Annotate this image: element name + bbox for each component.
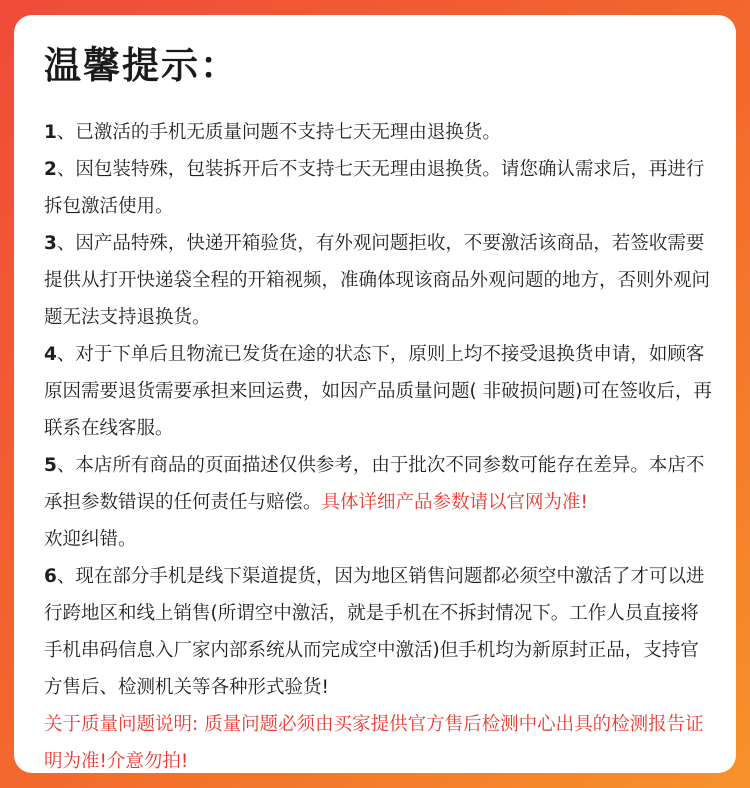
item-number: 5 bbox=[44, 455, 57, 476]
item-number: 2 bbox=[44, 159, 57, 180]
item-tail: 欢迎纠错。 bbox=[44, 529, 137, 550]
item-text: 本店所有商品的页面描述仅供参考，由于批次不同参数可能存在差异。本店不承担参数错误的任何责任与赔偿。 bbox=[44, 455, 705, 513]
notice-list bbox=[44, 114, 712, 780]
item-separator: 、 bbox=[56, 122, 76, 143]
item-number: 4 bbox=[44, 344, 57, 365]
item-text: 对于下单后且物流已发货在途的状态下，原则上均不接受退换货申请，如顾客原因需要退货需要承担来回运费，如因产品质量问题( 非破损问题)可在签收后，再联系在线客服。 bbox=[44, 344, 712, 439]
item-separator: 、 bbox=[56, 455, 76, 476]
item-text: 因产品特殊，快递开箱验货，有外观问题拒收，不要激活该商品，若签收需要提供从打开快递袋全程的开箱视频，准确体现该商品外观问题的地方，否则外观问题无法支持退换货。 bbox=[44, 233, 711, 328]
notice-card bbox=[14, 15, 736, 773]
item-text: 已激活的手机无质量问题不支持七天无理由退换货。 bbox=[75, 122, 501, 143]
item-text: 现在部分手机是线下渠道提货，因为地区销售问题都必须空中激活了才可以进行跨地区和线上销售(所谓空中激活，就是手机在不拆封情况下。工作人员直接将手机串码信息入厂家内部系统从而完成空中激活)但手机均为新原封正品，支持官方售后、检测机关等各种形式验货! bbox=[44, 566, 705, 698]
item-separator: 、 bbox=[56, 566, 76, 587]
item-number: 1 bbox=[44, 122, 57, 143]
notice-item-3 bbox=[44, 225, 712, 336]
official-params-highlight: 具体详细产品参数请以官网为准! bbox=[321, 492, 588, 513]
notice-item-2 bbox=[44, 151, 712, 225]
item-text: 因包装特殊，包装拆开后不支持七天无理由退换货。请您确认需求后，再进行拆包激活使用。 bbox=[44, 159, 705, 217]
quality-note: 关于质量问题说明: 质量问题必须由买家提供官方售后检测中心出具的检测报告证明为准!介意勿拍! bbox=[44, 714, 704, 772]
item-number: 3 bbox=[44, 233, 57, 254]
item-separator: 、 bbox=[56, 159, 76, 180]
item-separator: 、 bbox=[56, 344, 76, 365]
item-separator: 、 bbox=[56, 233, 76, 254]
notice-item-5 bbox=[44, 447, 712, 558]
notice-item-4 bbox=[44, 336, 712, 447]
notice-item-1 bbox=[44, 114, 712, 151]
page-title: 温馨提示： bbox=[44, 44, 239, 87]
item-number: 6 bbox=[44, 566, 57, 587]
notice-item-6 bbox=[44, 558, 712, 706]
